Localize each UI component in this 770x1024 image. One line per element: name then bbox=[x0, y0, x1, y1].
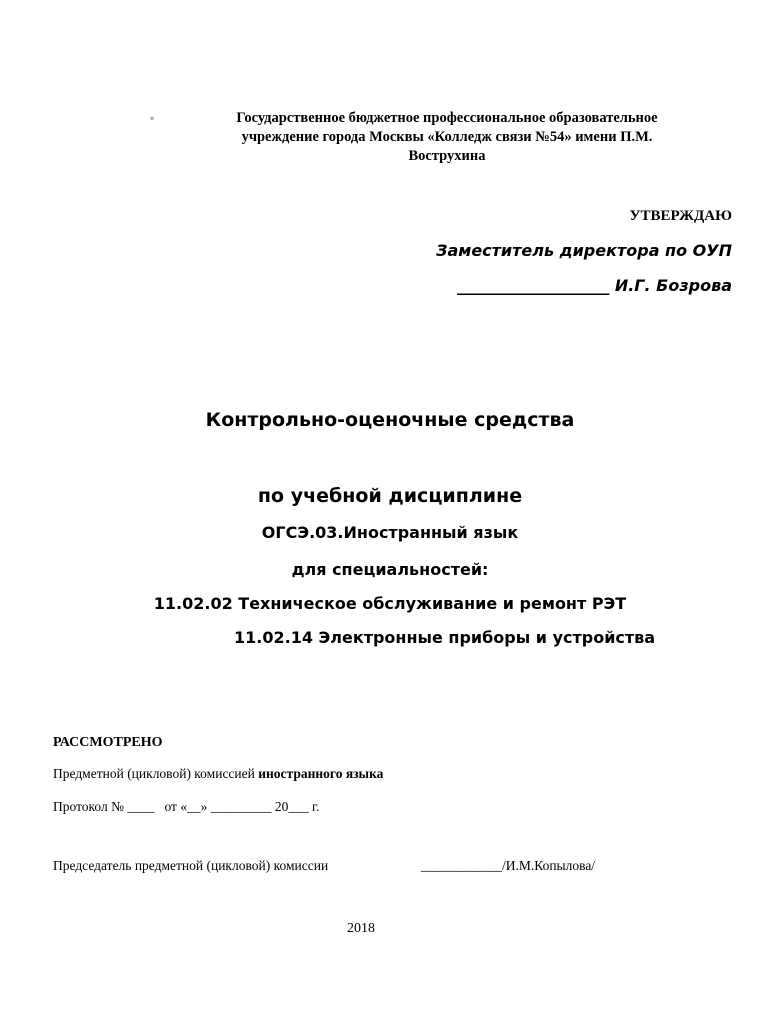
document-title: Контрольно-оценочные средства bbox=[205, 409, 575, 431]
specialties-heading: для специальностей: bbox=[291, 560, 489, 579]
specialty-2: 11.02.14 Электронные приборы и устройства bbox=[234, 628, 656, 647]
chairman-label: Председатель предметной (цикловой) комиссии bbox=[53, 858, 329, 873]
protocol-line: Протокол № ____ от «__» _________ 20___ г. bbox=[53, 799, 320, 814]
approver-position: Заместитель директора по ОУП bbox=[436, 241, 732, 260]
org-name-line-3: Вострухина bbox=[408, 148, 486, 164]
commission-prefix: Предметной (цикловой) комиссией bbox=[53, 766, 259, 781]
commission-line bbox=[53, 766, 383, 782]
document-year: 2018 bbox=[347, 921, 375, 936]
discipline-name: ОГСЭ.03.Иностранный язык bbox=[261, 523, 519, 542]
discipline-heading: по учебной дисциплине bbox=[257, 485, 523, 507]
org-name-line-2: учреждение города Москвы «Колледж связи №54» имени П.М. bbox=[241, 129, 653, 145]
org-name-line-1: Государственное бюджетное профессиональное образовательное bbox=[236, 110, 658, 126]
specialty-1: 11.02.02 Техническое обслуживание и ремонт РЭТ bbox=[153, 594, 627, 613]
list-bullet: ◦ bbox=[150, 111, 155, 125]
commission-name: иностранного языка bbox=[258, 766, 384, 781]
considered-heading: РАССМОТРЕНО bbox=[53, 735, 163, 750]
approval-heading: УТВЕРЖДАЮ bbox=[629, 208, 732, 224]
approver-signature-line: ___________________ И.Г. Бозрова bbox=[457, 276, 732, 295]
chairman-signature: ____________/И.М.Копылова/ bbox=[421, 858, 596, 873]
organization-name bbox=[150, 109, 720, 166]
